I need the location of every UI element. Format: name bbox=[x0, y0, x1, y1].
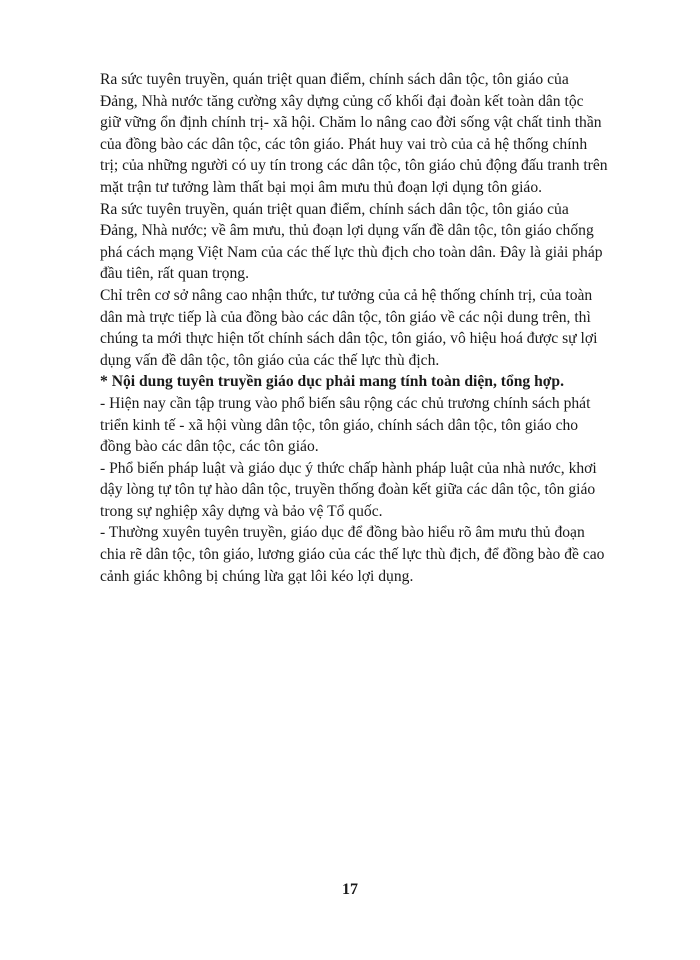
document-body bbox=[100, 69, 608, 587]
body-paragraph-3: Chỉ trên cơ sở nâng cao nhận thức, tư tưởng của cả hệ thống chính trị, của toàn dân mà trực tiếp là của đồng bào các dân tộc, tôn giáo về các nội dung trên, thì chúng ta mới thực hiện tốt chính sách dân tộc, tôn giáo, vô hiệu hoá được sự lợi dụng vấn đề dân tộc, tôn giáo của các thế lực thù địch. bbox=[100, 286, 598, 369]
section-heading: * Nội dung tuyên truyền giáo dục phải mang tính toàn diện, tổng hợp. bbox=[100, 373, 564, 391]
page-number: 17 bbox=[342, 881, 358, 898]
bullet-item-1: - Hiện nay cần tập trung vào phổ biến sâu rộng các chủ trương chính sách phát triển kinh tế - xã hội vùng dân tộc, tôn giáo, chính sách dân tộc, tôn giáo cho đồng bào các dân tộc, các tôn giáo. bbox=[100, 394, 591, 456]
body-paragraph-1: Ra sức tuyên truyền, quán triệt quan điểm, chính sách dân tộc, tôn giáo của Đảng, Nhà nước tăng cường xây dựng củng cố khối đại đoàn kết toàn dân tộc giữ vững ổn định chính trị- xã hội. Chăm lo nâng cao đời sống vật chất tinh thần của đồng bào các dân tộc, các tôn giáo. Phát huy vai trò của cả hệ thống chính trị; của những người có uy tín trong các dân tộc, tôn giáo chủ động đấu tranh trên mặt trận tư tưởng làm thất bại mọi âm mưu thủ đoạn lợi dụng tôn giáo. bbox=[100, 71, 608, 196]
bullet-item-3: - Thường xuyên tuyên truyền, giáo dục để đồng bào hiểu rõ âm mưu thủ đoạn chia rẽ dân tộc, tôn giáo, lương giáo của các thế lực thù địch, để đồng bào đề cao cảnh giác không bị chúng lừa gạt lôi kéo lợi dụng. bbox=[100, 524, 605, 585]
body-paragraph-2: Ra sức tuyên truyền, quán triệt quan điểm, chính sách dân tộc, tôn giáo của Đảng, Nhà nước; về âm mưu, thủ đoạn lợi dụng vấn đề dân tộc, tôn giáo chống phá cách mạng Việt Nam của các thế lực thù địch cho toàn dân. Đây là giải pháp đầu tiên, rất quan trọng. bbox=[100, 200, 603, 283]
bullet-item-2: - Phổ biến pháp luật và giáo dục ý thức chấp hành pháp luật của nhà nước, khơi dậy lòng tự tôn tự hào dân tộc, truyền thống đoàn kết giữa các dân tộc, tôn giáo trong sự nghiệp xây dựng và bảo vệ Tổ quốc. bbox=[100, 459, 597, 520]
